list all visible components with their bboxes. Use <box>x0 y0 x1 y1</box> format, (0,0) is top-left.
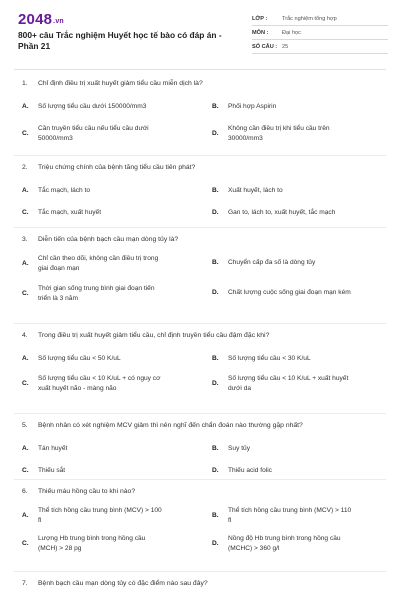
option-text: xuất huyết não - màng não <box>38 385 117 392</box>
option-text: Phối hợp Aspirin <box>228 103 277 110</box>
question-stem <box>22 580 208 587</box>
question-divider <box>14 323 386 324</box>
answer-option[interactable] <box>22 284 198 304</box>
option-letter: D. <box>212 540 219 547</box>
option-letter: B. <box>212 103 219 110</box>
answer-option[interactable] <box>22 208 198 218</box>
answer-option[interactable] <box>22 374 198 394</box>
option-letter: C. <box>22 380 29 387</box>
question-divider <box>14 155 386 156</box>
answer-option[interactable] <box>212 124 388 144</box>
answer-option[interactable] <box>212 186 388 196</box>
option-text: fl <box>38 517 42 524</box>
answer-option[interactable] <box>212 534 388 554</box>
answer-option[interactable] <box>22 506 198 526</box>
option-text: (MCHC) > 360 g/l <box>228 545 280 552</box>
option-letter: D. <box>212 130 219 137</box>
option-letter: B. <box>212 187 219 194</box>
answer-option[interactable] <box>22 124 198 144</box>
option-letter: A. <box>22 355 29 362</box>
question-divider <box>14 227 386 228</box>
meta-row-count <box>252 40 388 54</box>
option-text: Tán huyết <box>38 445 68 452</box>
answer-option[interactable] <box>22 354 198 364</box>
option-letter: A. <box>22 187 29 194</box>
option-text: triển là 3 năm <box>38 295 78 302</box>
question-stem <box>22 332 269 339</box>
option-letter: D. <box>212 467 219 474</box>
answer-option[interactable] <box>212 258 388 268</box>
logo-text: 2048 <box>18 11 53 28</box>
option-text: giai đoạn mạn <box>38 265 80 272</box>
option-letter: D. <box>212 209 219 216</box>
meta-value: Trắc nghiệm tổng hợp <box>282 15 337 22</box>
option-text: Lượng Hb trung bình trong hồng cầu <box>38 535 146 542</box>
answer-option[interactable] <box>22 186 198 196</box>
option-text: Suy tủy <box>228 445 250 452</box>
option-letter: D. <box>212 289 219 296</box>
option-text: Số lượng tiểu cầu < 50 K/uL <box>38 355 121 362</box>
meta-key: MÔN : <box>252 29 269 36</box>
option-text: Tắc mạch, xuất huyết <box>38 209 102 216</box>
question-number: 5. <box>22 422 28 429</box>
option-letter: A. <box>22 260 29 267</box>
answer-option[interactable] <box>212 506 388 526</box>
option-letter: C. <box>22 209 29 216</box>
answer-option[interactable] <box>22 534 198 554</box>
question-text: Bệnh nhân có xét nghiệm MCV giảm thì nên nghĩ đến chẩn đoán nào thường gặp nhất? <box>38 422 303 429</box>
option-letter: C. <box>22 290 29 297</box>
answer-option[interactable] <box>22 102 198 112</box>
option-letter: A. <box>22 103 29 110</box>
option-text: 30000/mm3 <box>228 135 263 142</box>
question-number: 3. <box>22 236 28 243</box>
answer-option[interactable] <box>212 354 388 364</box>
option-text: Không cần điều trị khi tiểu cầu trên <box>228 125 330 132</box>
option-text: fl <box>228 517 232 524</box>
option-text: 50000/mm3 <box>38 135 73 142</box>
option-text: Số lượng tiểu cầu < 10 K/uL + xuất huyết <box>228 375 349 382</box>
quiz-meta-table <box>252 12 388 54</box>
option-text: Thời gian sống trung bình giai đoạn tiến <box>38 285 155 292</box>
option-text: Chuyển cấp đa số là dòng tủy <box>228 259 316 266</box>
option-letter: D. <box>212 380 219 387</box>
question-stem <box>22 488 135 495</box>
option-text: Thiếu sắt <box>38 467 66 474</box>
option-text: Số lượng tiểu cầu < 30 K/uL <box>228 355 311 362</box>
option-text: Thể tích hồng cầu trung bình (MCV) > 110 <box>228 507 352 514</box>
question-number: 7. <box>22 580 28 587</box>
option-text: Tắc mạch, lách to <box>38 187 91 194</box>
answer-option[interactable] <box>212 102 388 112</box>
option-text: Chỉ cần theo dõi, không cần điều trị trong <box>38 255 159 262</box>
question-number: 4. <box>22 332 28 339</box>
option-letter: C. <box>22 130 29 137</box>
answer-option[interactable] <box>22 254 198 274</box>
question-divider <box>14 479 386 480</box>
question-text: Triệu chứng chính của bệnh tăng tiểu cầu tiên phát? <box>38 164 196 171</box>
question-text: Trong điều trị xuất huyết giảm tiểu cầu, chỉ định truyền tiểu cầu đậm đặc khi? <box>38 332 270 339</box>
option-letter: B. <box>212 355 219 362</box>
question-text: Thiếu máu hồng cầu to khi nào? <box>38 488 136 495</box>
option-text: Số lượng tiểu cầu dưới 150000/mm3 <box>38 103 147 110</box>
question-stem <box>22 422 303 429</box>
page-header <box>0 0 400 62</box>
answer-option[interactable] <box>212 466 388 476</box>
option-letter: B. <box>212 259 219 266</box>
question-stem <box>22 164 195 171</box>
logo-suffix: .vn <box>53 18 64 25</box>
meta-key: LỚP : <box>252 15 268 22</box>
option-letter: C. <box>22 540 29 547</box>
option-text: Gan to, lách to, xuất huyết, tắc mạch <box>228 209 336 216</box>
meta-row-subject <box>252 26 388 40</box>
option-letter: B. <box>212 445 219 452</box>
question-stem <box>22 80 203 87</box>
question-text: Bệnh bạch cầu mạn dòng tủy có đặc điểm nào sau đây? <box>38 580 208 587</box>
question-number: 2. <box>22 164 28 171</box>
option-text: Chất lượng cuộc sống giai đoạn mạn kém <box>228 289 351 296</box>
option-text: Thiếu acid folic <box>228 467 272 474</box>
option-text: Cần truyền tiểu cầu nếu tiểu cầu dưới <box>38 125 149 132</box>
meta-value: Đại học <box>282 29 301 36</box>
page-title: 800+ câu Trắc nghiệm Huyết học tế bào có đáp án - Phần 21 <box>18 30 222 51</box>
option-text: dưới da <box>228 385 252 392</box>
question-number: 6. <box>22 488 28 495</box>
option-letter: A. <box>22 445 29 452</box>
option-text: (MCH) > 28 pg <box>38 545 82 552</box>
question-stem <box>22 236 178 243</box>
option-text: Số lượng tiểu cầu < 10 K/uL + có nguy cơ <box>38 375 161 382</box>
answer-option[interactable] <box>212 374 388 394</box>
answer-option[interactable] <box>212 288 388 298</box>
site-logo[interactable] <box>18 11 64 28</box>
option-letter: B. <box>212 512 219 519</box>
meta-row-class <box>252 12 388 26</box>
header-divider <box>14 69 386 70</box>
option-text: Thể tích hồng cầu trung bình (MCV) > 100 <box>38 507 162 514</box>
answer-option[interactable] <box>212 208 388 218</box>
answer-option[interactable] <box>212 444 388 454</box>
option-text: Xuất huyết, lách to <box>228 187 283 194</box>
answer-option[interactable] <box>22 466 198 476</box>
meta-key: SỐ CÂU : <box>252 43 278 50</box>
question-text: Chỉ định điều trị xuất huyết giảm tiểu cầu miễn dịch là? <box>38 80 203 87</box>
option-letter: C. <box>22 467 29 474</box>
option-letter: A. <box>22 512 29 519</box>
answer-option[interactable] <box>22 444 198 454</box>
question-divider <box>14 413 386 414</box>
question-text: Diễn tiến của bệnh bạch cầu mạn dòng tủy là? <box>38 236 179 243</box>
meta-value: 25 <box>282 43 289 50</box>
question-divider <box>14 571 386 572</box>
option-text: Nồng độ Hb trung bình trong hồng cầu <box>228 535 341 542</box>
question-number: 1. <box>22 80 28 87</box>
